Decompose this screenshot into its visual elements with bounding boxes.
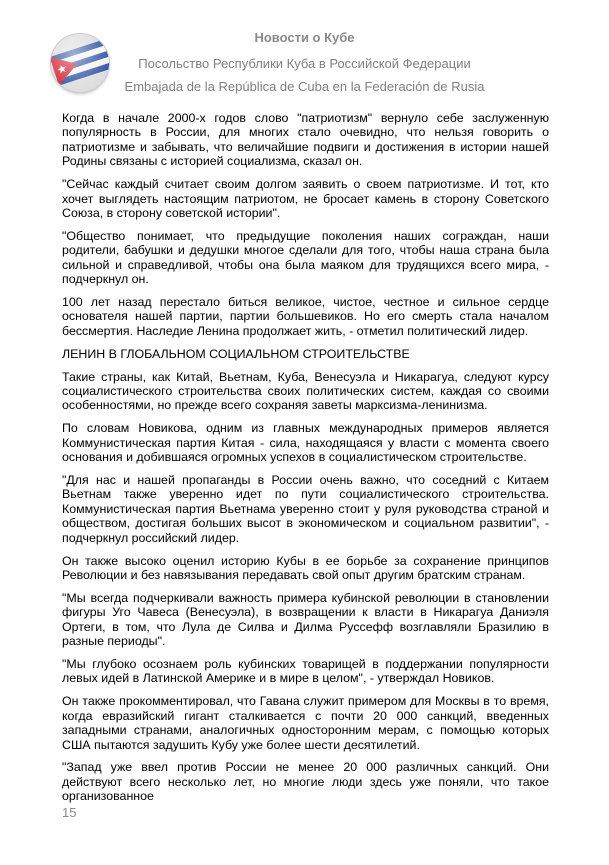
- paragraph: "Общество понимает, что предыдущие поколения наших сограждан, наши родители, бабушки и дедушки многое сделали для того, чтобы наша страна была сильной и справедливой, чтобы она была маяком для трудящихся всего мира, - подчеркнул он.: [62, 228, 549, 287]
- paragraph: Он также высоко оценил историю Кубы в ее борьбе за сохранение принципов Революции и без навязывания передавать свой опыт другим братским странам.: [62, 553, 549, 582]
- page-number: 15: [62, 805, 77, 820]
- paragraph: "Для нас и нашей пропаганды в России очень важно, что соседний с Китаем Вьетнам также уверенно идет по пути социалистического строительства. Коммунистическая партия Вьетнама уверенно стоит у руля руководства страной и обществом, достигая больших высот в экономическом и социальном развитии", - подчеркнул российский лидер.: [62, 473, 549, 545]
- paragraph: Когда в начале 2000-х годов слово "патриотизм" вернуло себе заслуженную популярность в России, для многих стало очевидно, что нельзя говорить о патриотизме и забывать, что величайшие подвиги и достижения в истории нашей Родины связаны с историей социализма, сказал он.: [62, 111, 549, 169]
- paragraph: "Мы глубоко осознаем роль кубинских товарищей в поддержании популярности левых идей в Латинской Америке и в мире в целом", - утверждал Новиков.: [62, 657, 549, 686]
- section-heading: ЛЕНИН В ГЛОБАЛЬНОМ СОЦИАЛЬНОМ СТРОИТЕЛЬСТВЕ: [62, 346, 410, 361]
- header-subtitle-ru: Посольство Республики Куба в Российской Федерации: [138, 56, 471, 71]
- header-title: Новости о Кубе: [254, 30, 355, 45]
- paragraph: "Сейчас каждый считает своим долгом заявить о своем патриотизме. И тот, кто хочет выглядеть настоящим патриотом, не бросает камень в сторону Советского Союза, в сторону советской истории".: [62, 177, 549, 220]
- paragraph: Он также прокомментировал, что Гавана служит примером для Москвы в то время, когда евразийский гигант сталкивается с почти 20 000 санкций, введенных западными странами, аналогичных односторонним мерам, с помощью которых США пытаются задушить Кубу уже более шести десятилетий.: [62, 694, 549, 752]
- paragraph: "Запад уже ввел против России не менее 20 000 различных санкций. Они действуют всего несколько лет, но многие люди здесь уже поняли, что такое организованное: [62, 760, 549, 804]
- article-body: [62, 111, 549, 812]
- paragraph: Такие страны, как Китай, Вьетнам, Куба, Венесуэла и Никарагуа, следуют курсу социалистического строительства своих политических систем, каждая со своими особенностями, но прежде всего сохраняя заветы марксизма-ленинизма.: [62, 369, 549, 413]
- page-header: [0, 0, 609, 108]
- paragraph: 100 лет назад перестало биться великое, чистое, честное и сильное сердце основателя нашей партии, партии большевиков. Но его смерть стала началом бессмертия. Наследие Ленина продолжает жить, - отметил политический лидер.: [62, 294, 549, 338]
- header-subtitle-es: Embajada de la República de Cuba en la Federación de Rusia: [124, 79, 485, 94]
- paragraph: По словам Новикова, одним из главных международных примеров является Коммунистическая партия Китая - сила, находящаяся у власти с момента своего основания и добившаяся огромных успехов в социалистическом строительстве.: [62, 421, 549, 465]
- paragraph: "Мы всегда подчеркивали важность примера кубинской революции в становлении фигуры Уго Чавеса (Венесуэла), в возвращении к власти в Никарагуа Даниэля Ортеги, в том, что Лула де Силва и Дилма Руссефф возглавляли Бразилию в разные периоды".: [62, 590, 549, 649]
